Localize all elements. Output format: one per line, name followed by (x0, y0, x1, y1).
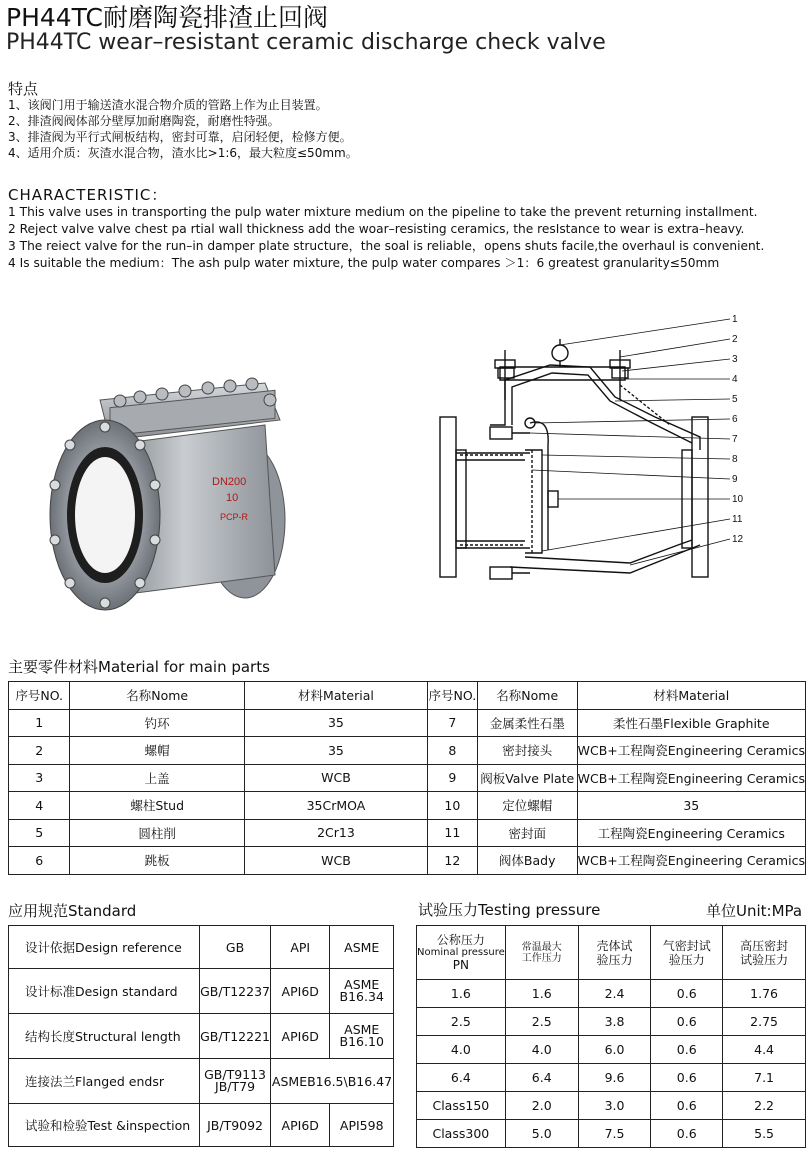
col-header: GB (200, 926, 271, 969)
cell: API6D (271, 969, 330, 1014)
cell: 5.0 (505, 1120, 578, 1148)
cell: 8 (427, 737, 477, 765)
page-title-cn: PH44TC耐磨陶瓷排渣止回阀 (6, 3, 328, 32)
cell: JB/T9092 (200, 1104, 271, 1147)
cell: 密封接头 (477, 737, 577, 765)
cell: 螺帽 (70, 737, 245, 765)
cell: API6D (271, 1014, 330, 1059)
feature-item: 1、该阀门用于输送渣水混合物介质的管路上作为止目装置。 (8, 98, 328, 112)
cell: 1.6 (417, 980, 506, 1008)
cell: 定位螺帽 (477, 792, 577, 820)
cell: ASME B16.10 (330, 1014, 394, 1059)
table-row (417, 980, 806, 1008)
cell: 金属柔性石墨 (477, 709, 577, 737)
cell: 0.6 (651, 1036, 723, 1064)
table-header-row (9, 926, 394, 969)
cell: Class300 (417, 1120, 506, 1148)
cell: API6D (271, 1104, 330, 1147)
cell: 5.5 (723, 1120, 806, 1148)
pressure-unit: 单位Unit:MPa (706, 902, 803, 920)
cell: 6.4 (417, 1064, 506, 1092)
header-line: 壳体试 (596, 938, 633, 953)
cell: 上盖 (70, 764, 245, 792)
cell: 35 (245, 709, 428, 737)
header-line: 验压力 (596, 952, 633, 967)
table-row (9, 1014, 394, 1059)
cell: 2 (9, 737, 70, 765)
cell: 2.5 (505, 1008, 578, 1036)
cell: 11 (427, 819, 477, 847)
header-line: 常温最大 (521, 941, 562, 953)
cell: 35 (245, 737, 428, 765)
page-title-en: PH44TC wear–resistant ceramic discharge check valve (6, 30, 606, 55)
cell: 设计标准Design standard (9, 969, 200, 1014)
col-header-pn (417, 926, 506, 980)
cell: ASMEB16.5\B16.47 (271, 1059, 394, 1104)
cell: WCB+工程陶瓷Engineering Ceramics (577, 847, 805, 875)
cell: 跳板 (70, 847, 245, 875)
cell: 7 (427, 709, 477, 737)
table-header-row (417, 926, 806, 980)
features-list (8, 97, 358, 161)
col-header: 材料Material (245, 682, 428, 710)
cell: 1.76 (723, 980, 806, 1008)
cell: 6.0 (578, 1036, 651, 1064)
table-row (417, 1064, 806, 1092)
diagram-label: 5 (732, 394, 738, 405)
col-header: 材料Material (577, 682, 805, 710)
pn-label-abbr: PN (452, 958, 469, 972)
table-row (9, 847, 806, 875)
col-header: 序号NO. (427, 682, 477, 710)
table-row (9, 1104, 394, 1147)
cell: 1 (9, 709, 70, 737)
diagram-label: 8 (732, 454, 738, 465)
valve-section-diagram (430, 305, 808, 605)
cell: 试验和检验Test &inspection (9, 1104, 200, 1147)
header-line: 工作压力 (521, 952, 562, 964)
cell: 4.0 (417, 1036, 506, 1064)
characteristic-item: 4 Is suitable the medium：The ash pulp water mixture, the pulp water compares ＞1：6 greatest granularity≤50mm (8, 256, 720, 270)
cell: API598 (330, 1104, 394, 1147)
cell: WCB+工程陶瓷Engineering Ceramics (577, 737, 805, 765)
cell: ASME B16.34 (330, 969, 394, 1014)
cell: 0.6 (651, 1092, 723, 1120)
col-header (505, 926, 578, 980)
diagram-label: 11 (732, 514, 743, 525)
cell: 6.4 (505, 1064, 578, 1092)
diagram-label: 1 (732, 314, 738, 325)
table-row (417, 1120, 806, 1148)
cell: 12 (427, 847, 477, 875)
col-header: API (271, 926, 330, 969)
diagram-label: 9 (732, 474, 738, 485)
cell: 4 (9, 792, 70, 820)
cell: GB/T12237 (200, 969, 271, 1014)
col-header: 名称Nome (477, 682, 577, 710)
cell: 6 (9, 847, 70, 875)
cell: 9.6 (578, 1064, 651, 1092)
table-row (417, 1036, 806, 1064)
cell: 圆柱削 (70, 819, 245, 847)
table-row (9, 819, 806, 847)
header-line: 验压力 (668, 952, 705, 967)
col-header (651, 926, 723, 980)
cell: 2.4 (578, 980, 651, 1008)
col-header: 序号NO. (9, 682, 70, 710)
cell: GB/T9113 JB/T79 (200, 1059, 271, 1104)
pn-label-en: Nominal pressure (417, 947, 505, 958)
col-header (578, 926, 651, 980)
diagram-label: 12 (732, 534, 744, 545)
characteristic-list (8, 204, 764, 272)
col-header (723, 926, 806, 980)
characteristic-item: 2 Reject valve valve chest pa rtial wall thickness add the woar–resisting ceramics, the resIstance to wear is extra–heavy. (8, 222, 745, 236)
cell: 3 (9, 764, 70, 792)
cell: 35CrMOA (245, 792, 428, 820)
characteristic-heading: CHARACTERISTIC： (8, 186, 168, 204)
feature-item: 2、排渣阀阀体部分壁厚加耐磨陶瓷，耐磨性特强。 (8, 114, 280, 128)
table-row (9, 1059, 394, 1104)
feature-item: 3、排渣阀为平行式闸板结构，密封可靠，启闭轻便，检修方便。 (8, 130, 352, 144)
characteristic-item: 1 This valve uses in transporting the pulp water mixture medium on the pipeline to take the prevent returning installment. (8, 205, 758, 219)
header-line: 气密封试 (662, 938, 711, 953)
features-heading: 特点 (8, 80, 39, 98)
diagram-label: 2 (732, 334, 738, 345)
cell: 4.0 (505, 1036, 578, 1064)
cell: 2.5 (417, 1008, 506, 1036)
diagram-label: 10 (732, 494, 744, 505)
pressure-table (416, 925, 806, 1148)
cell: 0.6 (651, 1064, 723, 1092)
cell: 2.2 (723, 1092, 806, 1120)
header-line: 高压密封 (740, 938, 789, 953)
cell: 35 (577, 792, 805, 820)
cell: 1.6 (505, 980, 578, 1008)
cell: 9 (427, 764, 477, 792)
cell: 阀板Valve Plate (477, 764, 577, 792)
table-row (9, 969, 394, 1014)
valve-photo (40, 355, 315, 620)
standard-heading: 应用规范Standard (8, 902, 137, 920)
cell: 连接法兰Flanged endsr (9, 1059, 200, 1104)
table-row (417, 1092, 806, 1120)
diagram-label: 7 (732, 434, 738, 445)
cell: 结构长度Structural length (9, 1014, 200, 1059)
pressure-heading: 试验压力Testing pressure (418, 901, 601, 919)
table-header-row (9, 682, 806, 710)
cell: 0.6 (651, 1120, 723, 1148)
cell: 柔性石墨Flexible Graphite (577, 709, 805, 737)
table-row (9, 764, 806, 792)
photo-marking-dn: DN200 (212, 476, 247, 488)
table-row (9, 737, 806, 765)
pn-label-cn: 公称压力 (436, 933, 485, 947)
parts-heading: 主要零件材料Material for main parts (8, 658, 270, 676)
cell: 3.0 (578, 1092, 651, 1120)
cell: WCB (245, 847, 428, 875)
cell: 0.6 (651, 1008, 723, 1036)
diagram-label: 4 (732, 374, 738, 385)
table-row (9, 792, 806, 820)
cell: WCB+工程陶瓷Engineering Ceramics (577, 764, 805, 792)
col-header: 设计依据Design reference (9, 926, 200, 969)
cell: 阀体Bady (477, 847, 577, 875)
cell: 2Cr13 (245, 819, 428, 847)
table-row (9, 709, 806, 737)
cell: 2.0 (505, 1092, 578, 1120)
cell: WCB (245, 764, 428, 792)
cell: 7.1 (723, 1064, 806, 1092)
col-header: ASME (330, 926, 394, 969)
cell: 4.4 (723, 1036, 806, 1064)
table-row (417, 1008, 806, 1036)
diagram-label: 3 (732, 354, 738, 365)
cell: Class150 (417, 1092, 506, 1120)
photo-marking-maker: PCP-R (220, 512, 249, 522)
standard-table (8, 925, 394, 1147)
cell: GB/T12221 (200, 1014, 271, 1059)
cell: 5 (9, 819, 70, 847)
header-line: 试验压力 (740, 952, 789, 967)
photo-marking-pn: 10 (226, 492, 239, 504)
characteristic-item: 3 The reiect valve for the run–in damper plate structure，the soal is reliable，opens shuts facile,the overhaul is convenient. (8, 239, 765, 253)
cell: 密封面 (477, 819, 577, 847)
cell: 10 (427, 792, 477, 820)
cell: 钓环 (70, 709, 245, 737)
col-header: 名称Nome (70, 682, 245, 710)
cell: 2.75 (723, 1008, 806, 1036)
parts-table (8, 681, 806, 875)
diagram-label: 6 (732, 414, 738, 425)
feature-item: 4、适用介质：灰渣水混合物，渣水比>1:6，最大粒度≤50mm。 (8, 146, 358, 160)
cell: 0.6 (651, 980, 723, 1008)
cell: 工程陶瓷Engineering Ceramics (577, 819, 805, 847)
cell: 螺柱Stud (70, 792, 245, 820)
cell: 3.8 (578, 1008, 651, 1036)
cell: 7.5 (578, 1120, 651, 1148)
